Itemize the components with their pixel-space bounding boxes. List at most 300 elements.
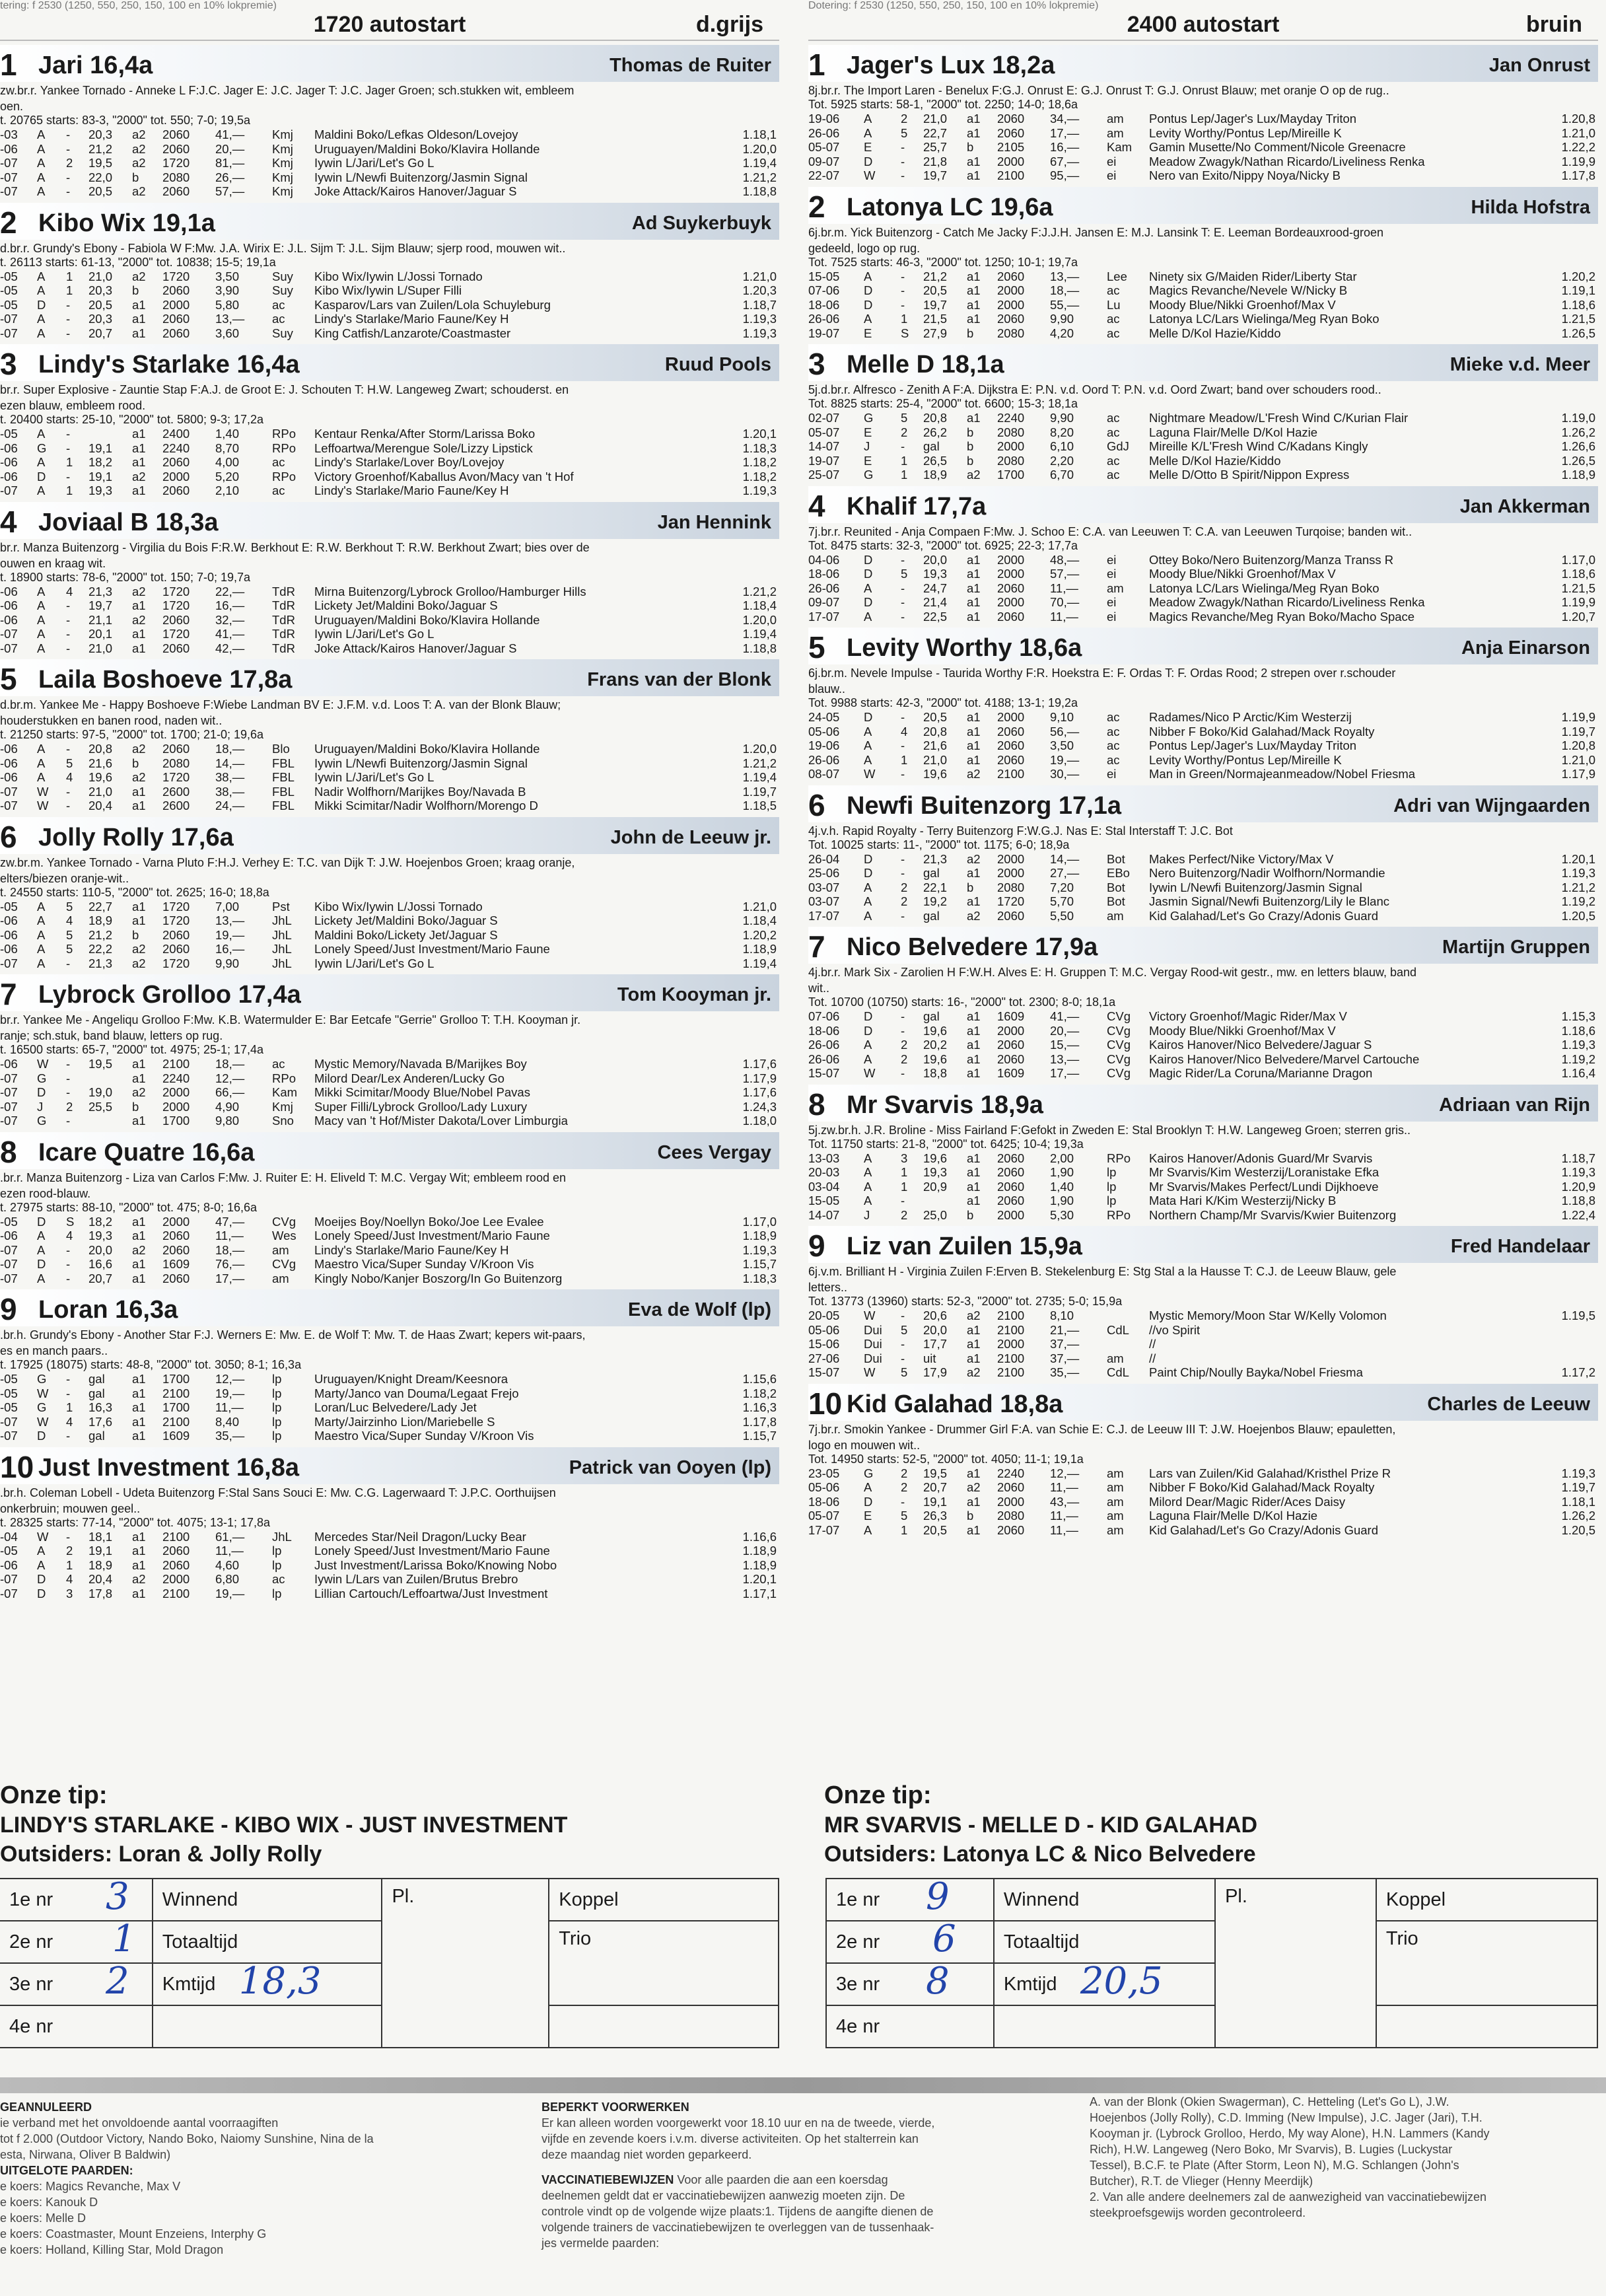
form-totaaltijd[interactable]: Totaaltijd [153, 1921, 382, 1963]
race-cell: -07 [0, 1071, 18, 1085]
race-cell: 4,60 [215, 1558, 240, 1572]
race-cell: 1 [901, 453, 908, 468]
race-cell: b [967, 1509, 974, 1523]
race-cell: Bot [1107, 894, 1125, 908]
race-cell: 22,— [215, 584, 245, 598]
race-cell: 2240 [997, 411, 1025, 425]
saddlecloth-color-left: d.grijs [695, 12, 763, 37]
race-cell: 1.21,5 [1561, 312, 1595, 326]
race-cell: - [901, 908, 905, 923]
race-cell: Iywin L/Newfi Buitenzorg/Jasmin Signal [314, 756, 528, 770]
horse-header [808, 486, 1598, 523]
race-cell: -07 [0, 1429, 18, 1443]
race-cell [1539, 1337, 1598, 1351]
race-cell: -06 [0, 756, 18, 770]
race-cell: RPo [272, 427, 296, 441]
race-cell: ac [1107, 752, 1120, 767]
form-empty[interactable] [153, 2005, 382, 2048]
race-cell: J [37, 1099, 44, 1114]
race-cell: King Catfish/Lanzarote/Coastmaster [314, 326, 511, 340]
race-cell: W [864, 1309, 876, 1322]
race-history-table [0, 127, 779, 199]
horse-name: Kibo Wix 19,1a [38, 209, 215, 237]
race-row [808, 1038, 1598, 1052]
race-cell: a1 [132, 1257, 146, 1271]
race-cell: lp [1107, 1179, 1117, 1194]
race-cell: Mirna Buitenzorg/Lybrock Grolloo/Hamburger Hills [314, 584, 586, 598]
race-cell: 43,— [1050, 1494, 1080, 1509]
race-row [808, 581, 1598, 596]
form-place[interactable]: Pl. [1215, 1879, 1376, 2048]
horse-entry [0, 203, 779, 341]
race-cell: 26-06 [808, 312, 840, 326]
form-koppel[interactable]: Koppel [1376, 1879, 1597, 1921]
form-totaaltijd[interactable]: Totaaltijd [994, 1921, 1215, 1963]
race-cell: 21,3 [88, 584, 113, 598]
race-cell: 1.21,0 [1561, 126, 1595, 140]
race-cell: 2000 [162, 1572, 190, 1586]
form-winnend[interactable]: Winnend [153, 1879, 382, 1921]
race-cell: 2000 [162, 1099, 190, 1114]
race-cell: Bot [1107, 851, 1125, 866]
race-row [0, 427, 779, 441]
pedigree-line: 6j.br.m. Yick Buitenzorg - Catch Me Jacky F:J.J.H. Jansen E: M.J. Lansink T: E. Leeman Bordeauxrood-groen [808, 225, 1384, 239]
race-cell: 1.22,2 [1561, 140, 1595, 154]
notes-cancelled-title: GEANNULEERD [0, 2100, 92, 2114]
race-cell: ac [1107, 425, 1120, 439]
race-cell: 4,00 [215, 455, 240, 469]
race-row [0, 1386, 779, 1401]
race-cell: 19,3 [88, 1229, 113, 1242]
race-cell: a1 [967, 552, 981, 567]
form-kmtijd[interactable]: Kmtijd 20,5 [994, 1963, 1215, 2005]
race-cell: G [864, 411, 874, 425]
race-cell: 2000 [997, 567, 1025, 581]
note-line: vijfde en zevende koers i.v.m. diverse activiteiten. Op het stalterrein kan [541, 2132, 919, 2145]
horse-header [0, 1289, 779, 1326]
race-cell: 1.18,6 [1561, 1023, 1595, 1038]
race-cell: gal [923, 908, 940, 923]
race-cell: A [864, 738, 872, 752]
race-cell [1539, 1323, 1598, 1338]
horse-number: 6 [808, 787, 825, 822]
race-cell: W [37, 1414, 49, 1429]
race-cell: 20,— [1050, 1023, 1080, 1038]
race-cell: 1720 [162, 770, 190, 784]
race-cell: 2100 [162, 1529, 190, 1544]
form-place[interactable]: Pl. [382, 1879, 549, 2048]
horse-number: 6 [0, 819, 17, 854]
race-cell: 1700 [162, 1372, 190, 1386]
pedigree-line: d.br.m. Yankee Me - Happy Boshoeve F:Wiebe Landman BV E: J.F.M. v.d. Loos T: A. van der Blonk Blauw; [0, 698, 561, 711]
race-cell: 20,5 [88, 297, 113, 312]
race-cell: Lars van Zuilen/Kid Galahad/Kristhel Prize R [1149, 1466, 1391, 1480]
race-cell: a1 [132, 627, 146, 641]
race-cell: a1 [967, 1194, 981, 1207]
race-cell: -07 [0, 1271, 18, 1285]
form-empty[interactable] [1376, 2005, 1597, 2048]
race-cell: Latonya LC/Lars Wielinga/Meg Ryan Boko [1149, 312, 1379, 326]
race-cell: am [1107, 581, 1124, 595]
race-cell: Melle D/Otto B Spirit/Nippon Express [1149, 468, 1350, 482]
race-cell: 1.19,3 [1561, 1466, 1595, 1480]
note-line: Tessel), B.C.F. te Plate (After Storm, Leon N), M.G. Schlangen (John's [1090, 2159, 1459, 2172]
race-cell: A [37, 756, 46, 770]
race-cell: 26,— [215, 170, 245, 184]
race-cell: 1.19,3 [1561, 866, 1595, 880]
race-cell: b [132, 1099, 139, 1114]
race-cell: A [37, 141, 46, 156]
race-cell: -07 [0, 1099, 18, 1114]
race-row [808, 710, 1598, 725]
race-row [808, 411, 1598, 425]
race-cell: - [901, 581, 905, 595]
horse-header [0, 1447, 779, 1484]
race-cell: -07 [0, 312, 18, 326]
race-cell: J [864, 1207, 870, 1222]
horse-number: 5 [808, 630, 825, 664]
race-row [808, 112, 1598, 126]
race-cell: a1 [967, 738, 981, 752]
horse-name: Jager's Lux 18,2a [847, 52, 1055, 79]
race-cell: 11,— [1050, 1523, 1078, 1537]
race-cell: 20,6 [923, 1309, 948, 1322]
race-cell: 95,— [1050, 168, 1080, 182]
race-cell: 2000 [997, 439, 1025, 453]
driver-name: Frans van der Blonk [587, 669, 771, 690]
race-cell: 1.18,7 [742, 297, 777, 312]
race-cell: -07 [0, 1572, 18, 1586]
race-cell: Meadow Zwagyk/Nathan Ricardo/Liveliness Renka [1149, 154, 1425, 168]
race-row [0, 1057, 779, 1071]
race-cell: G [864, 1466, 874, 1480]
handwritten-pick-1: 9 [926, 1875, 950, 1918]
race-cell: A [37, 1271, 46, 1285]
race-cell: b [967, 425, 974, 439]
race-row [0, 598, 779, 613]
race-cell: 11,— [1050, 1480, 1078, 1494]
race-cell: gal [923, 439, 940, 453]
race-cell: 6,10 [1050, 439, 1074, 453]
race-cell: 19,— [215, 1386, 245, 1400]
race-cell: D [864, 710, 873, 724]
pedigree-line: 8j.br.r. The Import Laren - Benelux F:G.J. Onrust E: G.J. Onrust T: G.J. Onrust Blauw; met oranje O op de rug.. [808, 84, 1389, 97]
race-cell: 07-06 [808, 1009, 840, 1023]
race-cell: A [864, 908, 872, 923]
race-cell: 2000 [997, 1494, 1025, 1509]
race-cell: -07 [0, 156, 18, 170]
handwritten-pick-1: 3 [106, 1875, 129, 1918]
race-cell: 18-06 [808, 1494, 840, 1509]
horse-header [808, 785, 1598, 822]
race-cell: - [901, 738, 905, 752]
race-cell: TdR [272, 598, 295, 612]
race-cell: 55,— [1050, 297, 1080, 312]
race-cell: 18,— [215, 1057, 245, 1071]
career-stats: t. 17925 (18075) starts: 48-8, "2000" tot. 3050; 8-1; 16,3a [0, 1358, 302, 1371]
horse-header [808, 1226, 1598, 1263]
race-cell: TdR [272, 584, 295, 598]
race-cell: Lonely Speed/Just Investment/Mario Faune [314, 1544, 550, 1558]
race-cell: - [66, 1372, 71, 1386]
pedigree-line: br.r. Super Explosive - Zauntie Stap F:A.J. de Groot E: J. Schouten T: H.W. Langeweg Zwart; schouderst. en [0, 383, 569, 396]
race-row [0, 1544, 779, 1558]
race-cell: A [864, 126, 872, 140]
race-cell: ac [1107, 724, 1120, 738]
race-cell: 57,— [1050, 567, 1080, 581]
race-cell: -07 [0, 184, 18, 198]
race-row [808, 1351, 1598, 1366]
form-winnend[interactable]: Winnend [994, 1879, 1215, 1921]
race-cell: Magic Rider/La Coruna/Marianne Dragon [1149, 1066, 1373, 1080]
pedigree-line-2: ezen rood-blauw. [0, 1186, 91, 1200]
horse-entry [808, 927, 1598, 1081]
race-cell: 2060 [162, 942, 190, 956]
race-cell: 1.18,0 [742, 1114, 777, 1128]
race-row [808, 1066, 1598, 1081]
career-stats: Tot. 11750 starts: 21-8, "2000" tot. 6425; 10-4; 19,3a [808, 1137, 1084, 1151]
race-cell: -07 [0, 1586, 18, 1600]
race-row [808, 1495, 1598, 1509]
race-cell: 1.21,0 [742, 269, 777, 283]
horse-list-left [0, 45, 779, 1600]
race-cell: JhL [272, 1529, 292, 1544]
race-cell: Iywin L/Newfi Buitenzorg/Jasmin Signal [314, 170, 528, 184]
race-cell: - [66, 1071, 71, 1085]
race-cell: 15-05 [808, 269, 840, 283]
race-cell: 1.18,7 [1561, 1151, 1595, 1165]
notes-warmup-title: BEPERKT VOORWERKEN [541, 2100, 689, 2114]
race-cell: 9,80 [215, 1114, 240, 1128]
notes-drawn-body [0, 2178, 515, 2258]
race-cell: Kentaur Renka/After Storm/Larissa Boko [314, 427, 536, 441]
race-cell: W [37, 1057, 49, 1071]
race-cell: 19-07 [808, 326, 840, 340]
form-trio[interactable]: Trio [549, 1921, 779, 2005]
race-cell: Melle D/Kol Hazie/Kiddo [1149, 453, 1281, 468]
race-cell: - [66, 441, 71, 455]
race-cell: -06 [0, 598, 18, 612]
horse-header [808, 1085, 1598, 1122]
race-cell: E [864, 425, 872, 439]
race-row [808, 894, 1598, 909]
race-cell: -05 [0, 1214, 18, 1229]
race-cell: 3 [66, 1586, 73, 1600]
race-cell: 19,7 [923, 168, 948, 182]
race-cell: 19,— [215, 1586, 245, 1600]
race-cell: A [37, 942, 46, 956]
race-cell: 2060 [997, 1165, 1025, 1179]
race-cell: 27,— [1050, 866, 1080, 880]
race-cell: 2080 [997, 453, 1025, 468]
race-cell: - [901, 439, 905, 453]
horse-number: 9 [0, 1292, 17, 1326]
race-row [0, 1272, 779, 1286]
race-cell: 20,3 [88, 283, 113, 297]
race-cell: 1609 [997, 1009, 1025, 1023]
race-row [808, 880, 1598, 895]
race-cell: b [967, 1207, 974, 1222]
form-koppel[interactable]: Koppel [549, 1879, 779, 1921]
race-row [808, 1194, 1598, 1208]
race-cell: 17,— [1050, 1066, 1080, 1080]
race-cell: 1.24,3 [742, 1099, 777, 1114]
race-cell: 1.21,0 [742, 899, 777, 914]
pedigree-line: br.r. Yankee Me - Angeliqu Grolloo F:Mw. K.B. Watermulder E: Bar Eetcafe "Gerrie" Grolloo T: T.H. Kooyman jr. [0, 1013, 581, 1026]
race-row [808, 1466, 1598, 1481]
form-trio[interactable]: Trio [1376, 1921, 1597, 2005]
note-line: e koers: Kanouk D [0, 2196, 98, 2209]
race-row [0, 156, 779, 170]
driver-name: Patrick van Ooyen (lp) [569, 1456, 771, 1478]
race-cell: 2000 [162, 469, 190, 484]
race-cell: 1.20,5 [1561, 1523, 1595, 1537]
race-cell: Sno [272, 1114, 294, 1128]
race-cell: 15-06 [808, 1337, 840, 1351]
race-row [0, 627, 779, 641]
race-cell: 1 [901, 752, 908, 767]
race-cell: - [66, 427, 71, 441]
race-cell: 41,— [215, 127, 245, 141]
career-stats: Tot. 8825 starts: 25-4, "2000" tot. 6600; 15-3; 18,1a [808, 397, 1078, 410]
race-cell: am [1107, 1351, 1124, 1365]
race-cell: 13,— [1050, 269, 1080, 283]
race-cell: 20,7 [923, 1480, 948, 1494]
race-cell: 9,90 [215, 956, 240, 970]
race-cell: 19-06 [808, 738, 840, 752]
race-cell: // [1149, 1351, 1156, 1365]
race-row [808, 738, 1598, 753]
race-cell: -06 [0, 742, 18, 756]
race-cell: a2 [132, 742, 146, 756]
race-cell: A [37, 127, 46, 141]
race-cell: 20,0 [923, 1322, 948, 1337]
race-cell: CVg [1107, 1023, 1131, 1038]
race-row [0, 470, 779, 484]
pedigree-line: 6j.v.m. Brilliant H - Virginia Zuilen F:Erven B. Stekelenburg E: Stg Stal a la Hausse T: C.J. de Leeuw Blauw, gele [808, 1265, 1397, 1278]
form-empty[interactable] [994, 2005, 1215, 2048]
race-cell: 20,8 [923, 411, 948, 425]
race-cell: E [864, 326, 872, 340]
race-cell: 5 [901, 1509, 908, 1523]
race-cell: am [1107, 1466, 1124, 1480]
race-cell: 1.18,5 [742, 799, 777, 812]
race-cell: a1 [132, 312, 146, 326]
race-history-table [808, 710, 1598, 781]
race-cell: 19,5 [88, 156, 113, 170]
race-cell: ei [1107, 168, 1117, 182]
race-row [0, 770, 779, 785]
race-cell: - [66, 127, 71, 141]
race-cell: Kairos Hanover/Nico Belvedere/Marvel Cartouche [1149, 1052, 1420, 1066]
horse-name: Jari 16,4a [38, 52, 153, 79]
race-cell: 20,8 [923, 724, 948, 738]
race-row [808, 725, 1598, 739]
horse-name: Loran 16,3a [38, 1296, 178, 1324]
form-kmtijd[interactable]: Kmtijd 18,3 [153, 1963, 382, 2005]
race-cell: - [901, 710, 905, 724]
race-cell: - [901, 767, 905, 781]
race-cell: 1720 [162, 914, 190, 927]
race-cell: am [1107, 1494, 1124, 1509]
race-cell: am [1107, 112, 1124, 126]
handwritten-pick-3: 2 [106, 1960, 129, 2003]
horse-header [0, 502, 779, 539]
race-row [0, 1429, 779, 1443]
race-cell: 2 [901, 425, 908, 439]
race-cell: D [864, 1023, 873, 1038]
race-cell: 1.19,4 [742, 956, 777, 970]
race-row [0, 1071, 779, 1086]
race-cell: 5 [901, 126, 908, 140]
race-cell: 48,— [1050, 552, 1080, 567]
race-cell: 5 [901, 411, 908, 425]
race-cell: W [864, 168, 876, 182]
race-row [0, 785, 779, 799]
race-cell: 2 [901, 1038, 908, 1052]
race-cell: D [864, 1009, 873, 1023]
race-cell: Pontus Lep/Jager's Lux/Mayday Triton [1149, 112, 1357, 126]
race-cell: 11,— [215, 1400, 244, 1414]
race-cell: 5 [66, 927, 73, 942]
race-cell: A [37, 956, 46, 970]
race-cell: 2100 [997, 1322, 1025, 1337]
race-cell: A [864, 1038, 872, 1052]
race-cell: 1.17,0 [742, 1214, 777, 1229]
note-line: controle vindt op de volgende wijze plaats:1. Tijdens de aangifte dienen de [541, 2205, 934, 2218]
race-cell: a1 [132, 1544, 146, 1558]
race-cell: G [37, 1400, 47, 1414]
race-cell: 2080 [997, 425, 1025, 439]
race-cell: a1 [132, 1414, 146, 1429]
notes-cancelled [0, 2099, 515, 2258]
horse-entry [0, 502, 779, 656]
horse-name: Joviaal B 18,3a [38, 508, 219, 536]
race-row [808, 553, 1598, 567]
race-cell: Kasparov/Lars van Zuilen/Lola Schuyleburg [314, 297, 551, 312]
race-cell: A [864, 894, 872, 908]
race-cell: Mireille K/L'Fresh Wind C/Kadans Kingly [1149, 439, 1368, 453]
race-row [0, 1415, 779, 1429]
race-cell: 18,8 [923, 1066, 948, 1080]
horse-entry [0, 1289, 779, 1443]
race-cell: 2100 [162, 1414, 190, 1429]
race-cell: 1 [901, 312, 908, 326]
race-cell: 19,6 [923, 1151, 948, 1165]
note-line: deelnemen geldt dat er vaccinatiebewijzen aanwezig moeten zijn. De [541, 2189, 905, 2202]
race-cell: ei [1107, 767, 1117, 781]
form-empty[interactable] [549, 2005, 779, 2048]
race-cell: 1.18,1 [742, 127, 777, 141]
horse-entry [0, 344, 779, 498]
race-cell: 2 [901, 894, 908, 908]
race-cell: a1 [967, 126, 981, 140]
race-cell: am [1107, 1509, 1124, 1523]
race-cell: Bot [1107, 880, 1125, 894]
race-cell: 1609 [162, 1257, 190, 1271]
race-cell: -07 [0, 1085, 18, 1099]
race-cell: uit [923, 1351, 936, 1365]
driver-name: Jan Onrust [1488, 55, 1590, 76]
race-cell: Nero van Exito/Nippy Noya/Nicky B [1149, 168, 1341, 182]
note-line: Kooyman jr. (Lybrock Grolloo, Herdo, My way Alone), H.N. Lammers (Kandy [1090, 2127, 1490, 2140]
race-cell: 3,50 [1050, 738, 1074, 752]
race-cell: 19,— [1050, 752, 1080, 767]
race-cell: 21,1 [88, 612, 113, 627]
race-cell: - [66, 742, 71, 756]
race-cell: 1.19,4 [742, 770, 777, 784]
race-cell: a2 [132, 584, 146, 598]
